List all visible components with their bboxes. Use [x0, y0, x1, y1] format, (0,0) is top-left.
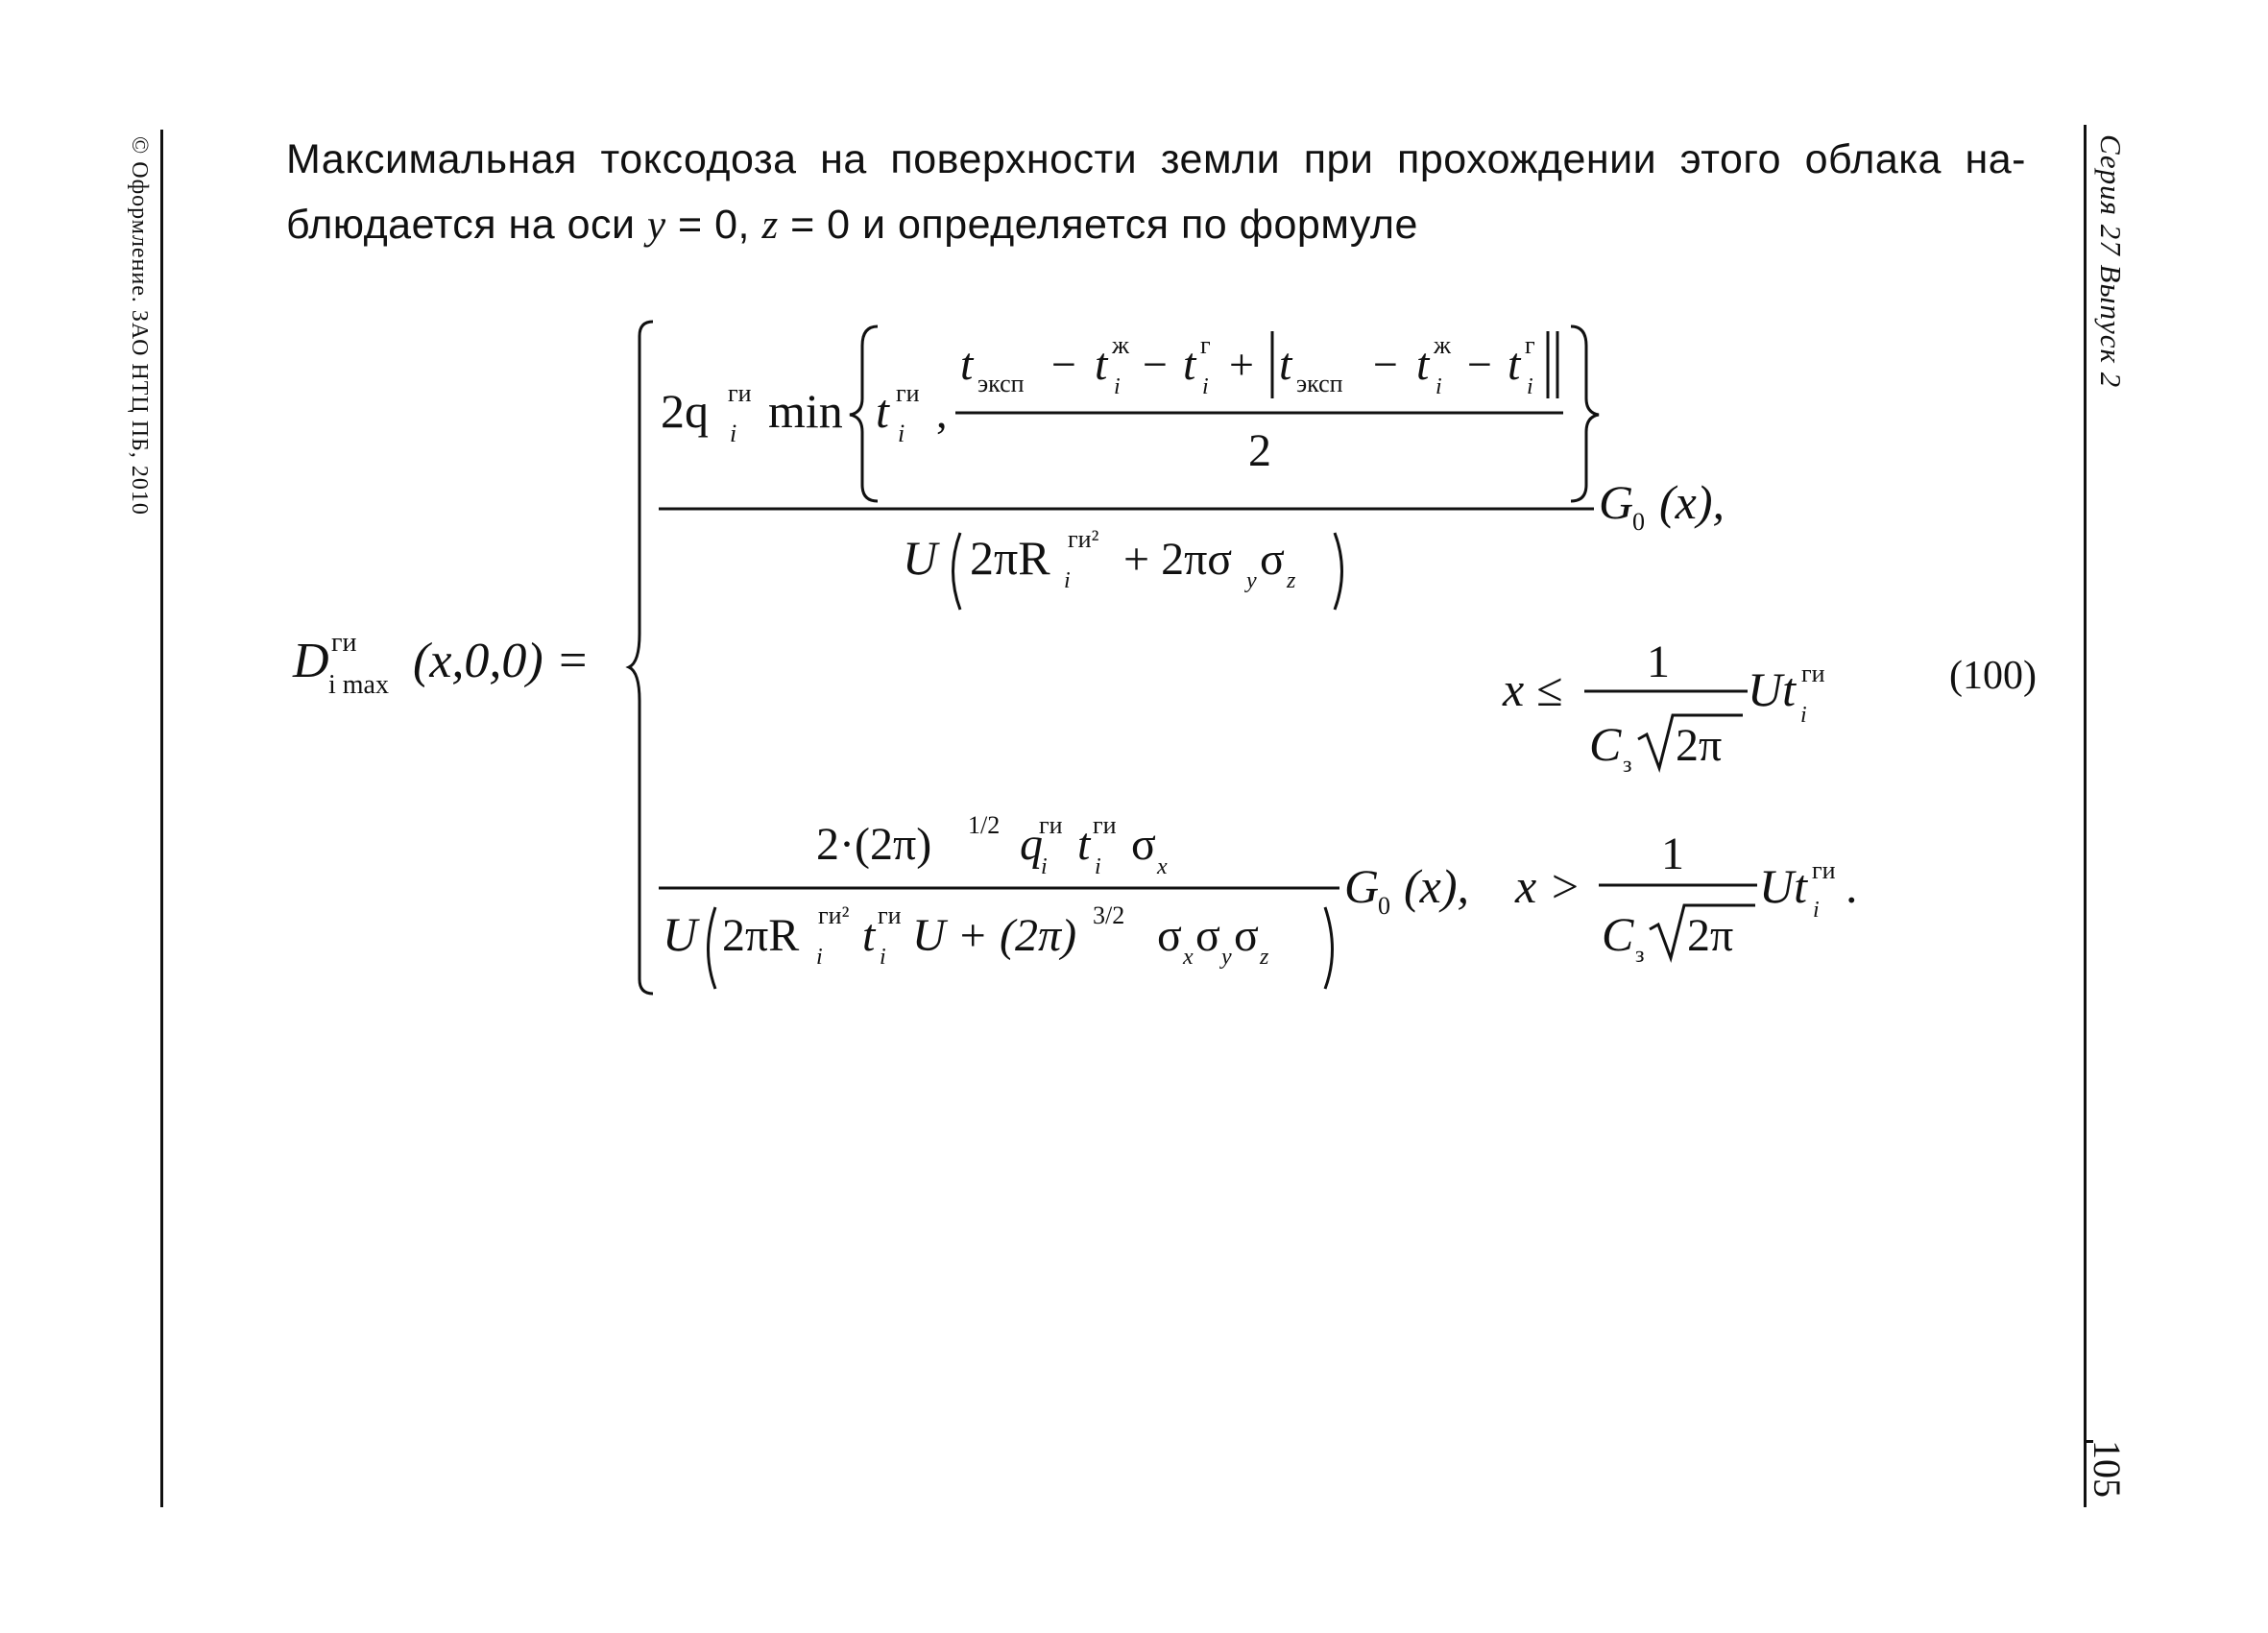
paragraph-text: = 0,: [665, 202, 762, 248]
case2-q-sup: ги: [1039, 811, 1063, 839]
paragraph-text: блюдается на оси: [286, 202, 648, 248]
case2-q: q: [1020, 819, 1043, 870]
t-g-sup: г: [1200, 331, 1211, 359]
lhs-subscript: i max: [328, 670, 389, 700]
t-zh-sup: ж: [1112, 331, 1129, 359]
case2-cond-root: 2π: [1687, 910, 1734, 961]
case2-den-t-sub: i: [880, 945, 886, 970]
case2-cond-tail-sup: ги: [1812, 856, 1836, 884]
case2-den-sy: y: [1221, 945, 1232, 970]
equation-number: (100): [1949, 654, 2037, 698]
inner-t3: t: [1183, 339, 1196, 390]
case2-num-sup: 1/2: [968, 811, 1001, 839]
cases-brace: [629, 322, 653, 994]
case2-den-sz: z: [1260, 945, 1269, 970]
cond1-C-sub: з: [1623, 753, 1632, 778]
i-sub: i: [1114, 374, 1121, 399]
case2-cond-C: C: [1602, 907, 1634, 961]
case2-den-pow: 3/2: [1093, 901, 1125, 929]
case2-den-Rsup: ги²: [818, 901, 850, 929]
case2-den-sigma3: σ: [1234, 910, 1259, 961]
case2-den-sigma1: σ: [1157, 910, 1182, 961]
cond1-tail: Ut: [1748, 662, 1796, 716]
case2-cond-num: 1: [1661, 829, 1684, 879]
paren-close: [1325, 907, 1333, 989]
case2-den-U2: U + (2π): [912, 910, 1077, 961]
sigma-symbol: σ: [1260, 534, 1285, 585]
lhs-superscript: ги: [331, 628, 357, 658]
min-label: min: [768, 384, 843, 438]
case1-den-tail: + 2πσ: [1123, 534, 1233, 585]
case2-t-sup: ги: [1093, 811, 1117, 839]
cond1-tail-sub: i: [1800, 703, 1807, 728]
i-sub: i: [1436, 374, 1442, 399]
case2-G: G: [1344, 859, 1380, 913]
lhs-symbol: D: [293, 634, 329, 688]
minus: −: [1143, 340, 1168, 389]
sigma-z-sub: z: [1287, 568, 1296, 593]
page-number: 105: [2086, 1440, 2129, 1498]
t-gi: t: [876, 384, 889, 438]
paren-close: [1335, 533, 1342, 610]
case1-coeff: 2q: [661, 384, 709, 438]
case2-sigma: σ: [1131, 819, 1156, 870]
case2-G-sub: 0: [1378, 892, 1390, 920]
case2-den-t-sup: ги: [878, 901, 902, 929]
min-close-brace: [1571, 326, 1599, 501]
cond1-num: 1: [1647, 636, 1670, 687]
inner-eksp2: эксп: [1296, 370, 1343, 397]
comma: ,: [936, 388, 948, 437]
case2-G-arg: (x),: [1404, 859, 1469, 913]
minus: −: [1467, 340, 1492, 389]
case2-den-sx: x: [1183, 945, 1194, 970]
case2-den-sigma2: σ: [1195, 910, 1220, 961]
i-sub: i: [1527, 374, 1533, 399]
case2-period: .: [1846, 859, 1858, 913]
inner-t5: t: [1416, 339, 1430, 390]
case2-q-sub: i: [1041, 854, 1048, 879]
case1-den-U: U: [903, 531, 938, 585]
paragraph-text: = 0 и определяется по формуле: [778, 202, 1418, 248]
inner-t6: t: [1508, 339, 1521, 390]
t-gi-sub: i: [898, 420, 905, 447]
case2-cond-C-sub: з: [1635, 943, 1645, 968]
case2-t-sub: i: [1095, 854, 1101, 879]
paragraph-line-1: Максимальная токсодоза на поверхности земли при прохождении этого облака на-: [286, 136, 2026, 182]
case1-den-Rsup: ги²: [1068, 525, 1099, 553]
i-sub: i: [1064, 568, 1071, 593]
t-g-sup: г: [1525, 331, 1535, 359]
case2-num: 2·(2π): [816, 819, 932, 870]
cond1-root: 2π: [1676, 720, 1723, 771]
inner-t2: t: [1095, 339, 1108, 390]
sigma-y-sub: y: [1246, 568, 1257, 593]
case1-G-sub: 0: [1632, 508, 1645, 536]
inner-denominator: 2: [1248, 425, 1271, 476]
case2-den-body: 2πR: [722, 910, 800, 961]
inner-eksp1: эксп: [977, 370, 1025, 397]
copyright-note: © Оформление. ЗАО НТЦ ПБ, 2010: [127, 136, 152, 516]
i-sub: i: [816, 945, 823, 970]
case2-den-t: t: [862, 910, 876, 961]
min-open-brace: [850, 326, 878, 501]
t-zh-sup: ж: [1434, 331, 1451, 359]
i-sub: i: [1202, 374, 1209, 399]
paren-open: [709, 907, 716, 989]
variable-z: z: [761, 203, 779, 248]
case2-den-U: U: [663, 907, 698, 961]
cond1-x: x ≤: [1503, 662, 1563, 716]
cond1-C: C: [1589, 717, 1622, 771]
case1-G-arg: (x),: [1659, 475, 1725, 529]
case2-x: x >: [1515, 859, 1581, 913]
cond1-tail-sup: ги: [1801, 660, 1825, 687]
case2-cond-tail: Ut: [1759, 859, 1807, 913]
minus: −: [1373, 340, 1398, 389]
inner-t4: t: [1279, 339, 1292, 390]
case2-cond-tail-sub: i: [1813, 898, 1820, 923]
case1-G: G: [1599, 475, 1634, 529]
paren-open: [953, 533, 961, 610]
plus: +: [1229, 340, 1254, 389]
minus: −: [1051, 340, 1076, 389]
variable-y: y: [647, 203, 666, 248]
series-header: Серия 27 Выпуск 2: [2094, 134, 2128, 389]
lhs-args: (x,0,0) =: [413, 634, 590, 688]
inner-t1: t: [960, 339, 974, 390]
case1-den-body: 2πR: [970, 531, 1050, 585]
case2-sigma-sub: x: [1157, 854, 1168, 879]
case2-t: t: [1077, 819, 1091, 870]
case1-coeff-sub: i: [730, 420, 737, 447]
t-gi-sup: ги: [896, 379, 920, 407]
case1-coeff-sup: ги: [728, 379, 752, 407]
